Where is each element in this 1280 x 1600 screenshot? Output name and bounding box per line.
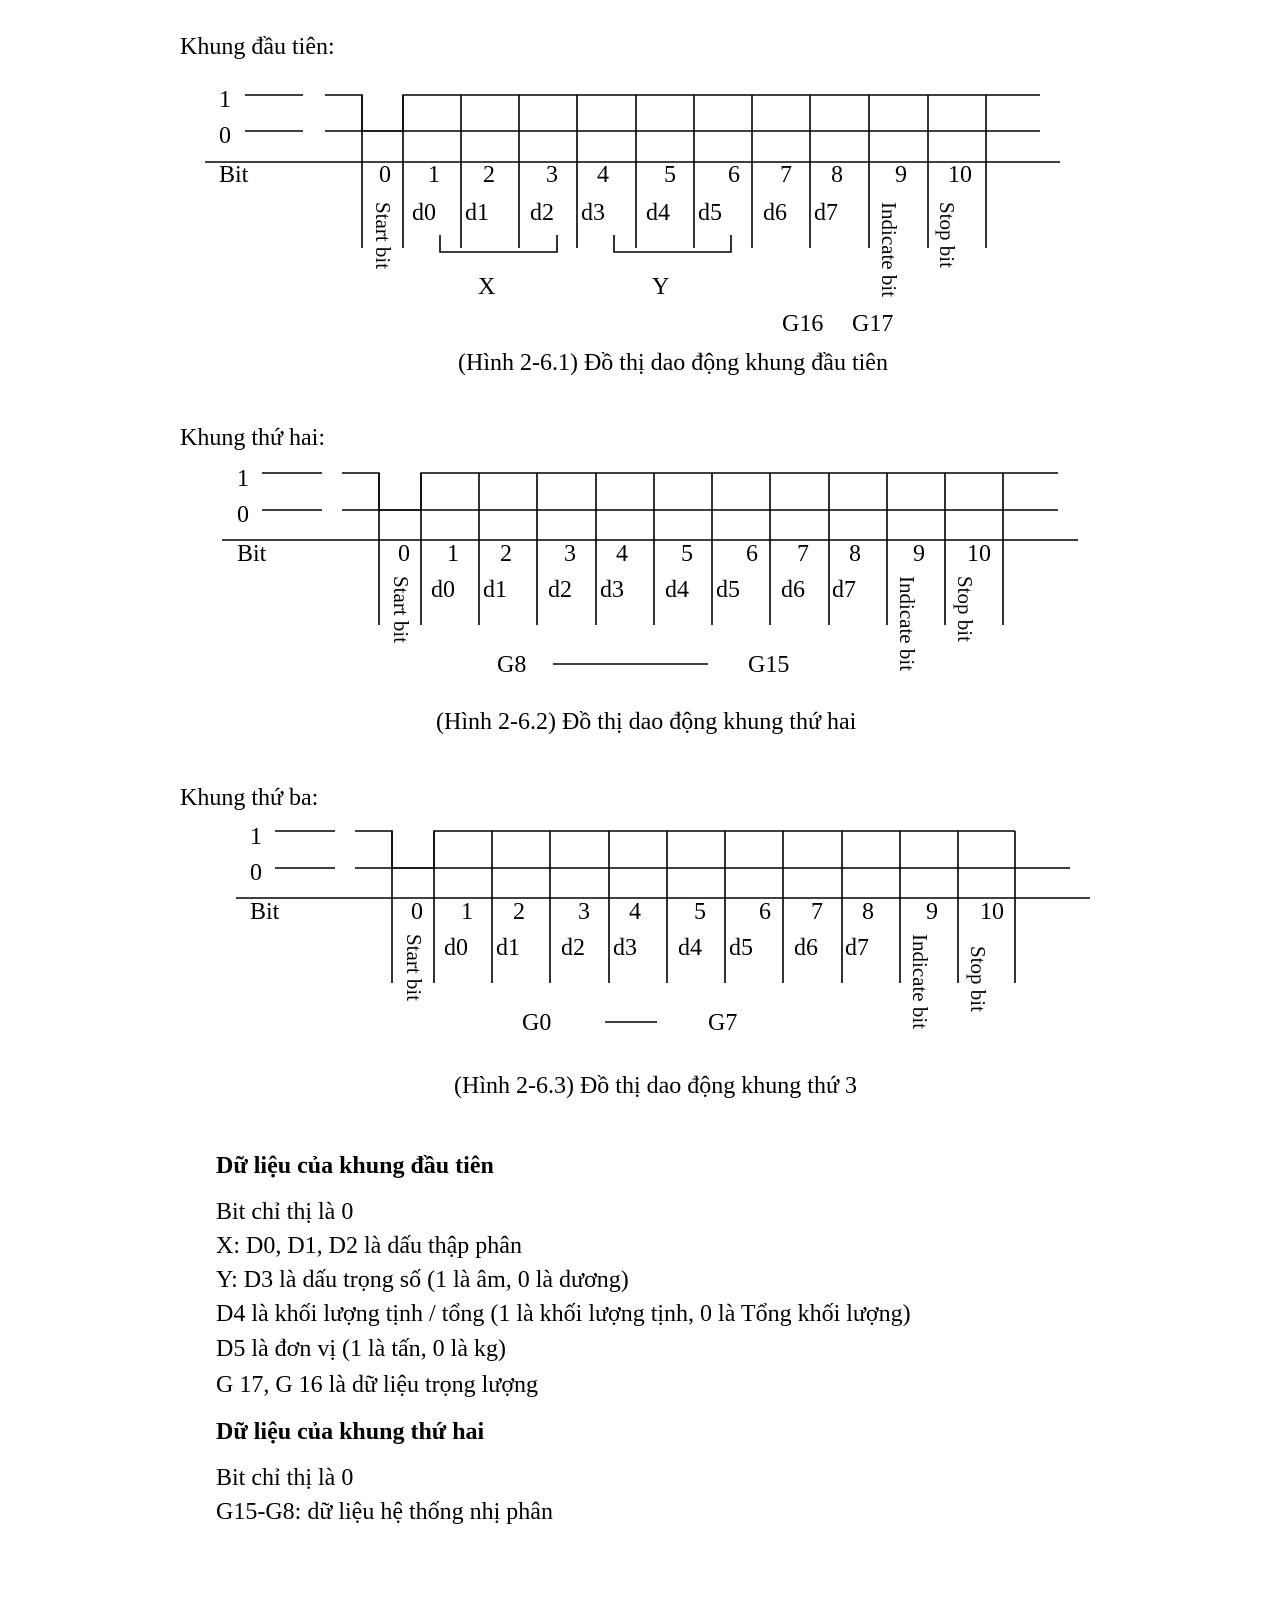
data-bit-label: d0 [431,577,455,603]
data-bit-label: d1 [483,577,507,603]
bit-number: 1 [461,899,473,925]
data-bit-label: d3 [613,935,637,961]
bit-number: 9 [913,541,925,567]
data-bit-label: d5 [729,935,753,961]
frame-1-caption: (Hình 2-6.1) Đồ thị dao động khung đầu tiên [458,350,888,376]
range-to-label: G15 [748,652,790,678]
data-bit-label: d6 [763,200,787,226]
section-2-line: G15-G8: dữ liệu hệ thống nhị phân [216,1499,553,1525]
bit-axis-label: Bit [219,162,249,188]
stop-bit-label: Stop bit [966,946,990,1012]
data-bit-label: d6 [794,935,818,961]
section-1-line: D4 là khối lượng tịnh / tổng (1 là khối lượng tịnh, 0 là Tổng khối lượng) [216,1301,911,1327]
frame-2-heading: Khung thứ hai: [180,425,325,451]
data-bit-labels [412,200,838,226]
level-1-label: 1 [219,87,231,113]
bit-number: 4 [597,162,609,188]
data-bit-label: d2 [530,200,554,226]
bit-number: 9 [895,162,907,188]
data-bit-labels [444,935,869,961]
bit-axis-label: Bit [250,899,280,925]
group-y-label: Y [652,274,670,300]
indicate-bit-label: Indicate bit [908,934,932,1030]
data-bit-label: d4 [646,200,670,226]
data-bit-label: d6 [781,577,805,603]
section-1-line: D5 là đơn vị (1 là tấn, 0 là kg) [216,1336,506,1362]
data-bit-label: d0 [412,200,436,226]
bit-numbers [398,541,991,567]
data-bit-label: d7 [845,935,869,961]
bit-number: 2 [500,541,512,567]
data-bit-label: d7 [832,577,856,603]
bit-number: 8 [849,541,861,567]
bit-number: 5 [664,162,676,188]
data-bit-label: d2 [561,935,585,961]
level-0-label: 0 [237,502,249,528]
bit-number: 0 [411,899,423,925]
bit-number: 6 [759,899,771,925]
bit-number: 1 [447,541,459,567]
bit-number: 9 [926,899,938,925]
bit-number: 3 [578,899,590,925]
bit-numbers [379,162,972,188]
level-1-label: 1 [250,824,262,850]
bit-number: 10 [948,162,972,188]
level-0-label: 0 [250,860,262,886]
bit-number: 5 [694,899,706,925]
data-bit-label: d3 [600,577,624,603]
bit-number: 7 [811,899,823,925]
bit-number: 2 [483,162,495,188]
bit-axis-label: Bit [237,541,267,567]
bit-number: 10 [967,541,991,567]
bit-number: 6 [746,541,758,567]
level-1-label: 1 [237,466,249,492]
group-x-label: X [478,274,496,300]
data-bit-label: d0 [444,935,468,961]
section-1-line: Bit chỉ thị là 0 [216,1199,354,1225]
bit-number: 8 [862,899,874,925]
data-bit-label: d4 [678,935,702,961]
section-1-line: Y: D3 là dấu trọng số (1 là âm, 0 là dương) [216,1267,629,1293]
section-2-line: Bit chỉ thị là 0 [216,1465,354,1491]
stop-bit-label: Stop bit [935,202,959,268]
bit-number: 3 [546,162,558,188]
start-bit-label: Start bit [402,934,426,1002]
data-bit-labels [431,577,856,603]
data-bit-label: d1 [465,200,489,226]
g16-label: G16 [782,311,824,337]
data-bit-label: d5 [716,577,740,603]
frame-3-heading: Khung thứ ba: [180,785,319,811]
indicate-bit-label: Indicate bit [895,576,919,672]
frame-1-diagram [0,80,1280,380]
bit-number: 1 [428,162,440,188]
start-bit-label: Start bit [371,202,395,270]
data-bit-label: d7 [814,200,838,226]
start-bit-label: Start bit [389,576,413,644]
indicate-bit-label: Indicate bit [877,202,901,298]
bit-number: 7 [780,162,792,188]
bit-number: 0 [398,541,410,567]
bit-number: 0 [379,162,391,188]
range-from-label: G8 [497,652,527,678]
data-bit-label: d5 [698,200,722,226]
range-to-label: G7 [708,1010,738,1036]
bit-number: 4 [616,541,628,567]
section-1-line: G 17, G 16 là dữ liệu trọng lượng [216,1372,539,1398]
frame-2-caption: (Hình 2-6.2) Đồ thị dao động khung thứ hai [436,709,857,735]
data-bit-label: d1 [496,935,520,961]
data-bit-label: d3 [581,200,605,226]
bit-number: 2 [513,899,525,925]
data-bit-label: d4 [665,577,689,603]
frame-1-heading: Khung đầu tiên: [180,34,335,60]
bit-number: 6 [728,162,740,188]
range-from-label: G0 [522,1010,552,1036]
section-2-title: Dữ liệu của khung thứ hai [216,1419,485,1445]
bit-number: 7 [797,541,809,567]
data-bit-label: d2 [548,577,572,603]
bit-number: 8 [831,162,843,188]
frame-3-caption: (Hình 2-6.3) Đồ thị dao động khung thứ 3 [454,1073,857,1099]
section-1-line: X: D0, D1, D2 là dấu thập phân [216,1233,522,1259]
bit-number: 10 [980,899,1004,925]
level-0-label: 0 [219,123,231,149]
bit-number: 4 [629,899,641,925]
g17-label: G17 [852,311,894,337]
bit-number: 3 [564,541,576,567]
stop-bit-label: Stop bit [953,576,977,642]
section-1-title: Dữ liệu của khung đầu tiên [216,1153,494,1179]
bit-number: 5 [681,541,693,567]
bit-numbers [411,899,1004,925]
